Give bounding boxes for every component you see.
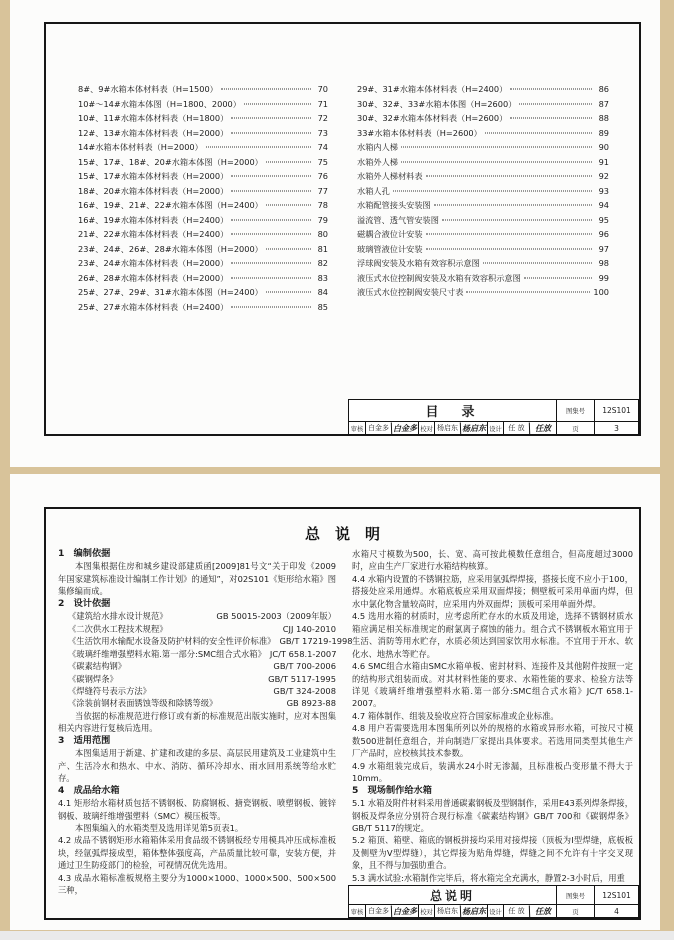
toc-entry-title: 磁耦合液位计安装 xyxy=(357,229,423,239)
toc-dot-leader xyxy=(231,263,311,264)
toc-list-right xyxy=(357,84,609,302)
toc-entry-page-number: 93 xyxy=(598,185,609,196)
paragraph: 当依据的标准规范进行修订或有新的标准规范出版实施时，应对本图集相关内容进行复核后选用。 xyxy=(58,710,336,734)
toc-entry-title: 玻璃管液位计安装 xyxy=(357,243,423,254)
toc-entry-title: 23#、24#、26#、28#水箱本体图（H=2000） xyxy=(78,243,263,254)
paragraph: 4.8 用户若需要选用本图集所列以外的规格的水箱或异形水箱，可按尺寸模数500进制任意组合，并向制造厂家提出具体要求。若选用同类型其他生产厂产品时，应校核其技术参数。 xyxy=(352,723,633,759)
toc-list-left xyxy=(78,84,328,316)
toc-dot-leader xyxy=(393,190,592,191)
toc-entry xyxy=(78,113,328,128)
toc-entry xyxy=(357,99,609,114)
toc-dot-leader xyxy=(426,234,592,235)
toc-entry-page-number: 92 xyxy=(598,171,609,181)
notes-title: 总 说 明 xyxy=(304,525,380,543)
toc-entry-page-number: 99 xyxy=(598,272,609,283)
section-heading: 5 现场制作给水箱 xyxy=(352,784,432,796)
toc-entry-page-number: 100 xyxy=(593,287,609,297)
toc-entry-title: 16#、19#水箱本体材料表（H=2400） xyxy=(78,214,229,225)
atlas-number-label: 图集号 xyxy=(556,400,594,421)
toc-dot-leader xyxy=(426,176,592,177)
toc-entry-page-number: 72 xyxy=(317,113,328,123)
atlas-number-value: 12S101 xyxy=(594,886,638,904)
toc-entry xyxy=(357,128,609,143)
toc-entry-page-number: 78 xyxy=(317,200,328,210)
toc-entry-page-number: 87 xyxy=(598,98,609,109)
standards-list xyxy=(58,610,353,710)
standard-row xyxy=(68,648,336,660)
standard-code: GB 50015-2003（2009年版） xyxy=(216,611,336,622)
toc-entry-title: 水箱人孔 xyxy=(357,185,390,196)
toc-entry-title: 10#、11#水箱本体材料表（H=1800） xyxy=(78,113,229,123)
proofreader-signature: 杨启东 xyxy=(460,905,487,918)
paragraph: 4.3 成品水箱标准板规格主要分为1000×1000、1000×500、500×500三种， xyxy=(58,872,336,896)
toc-dot-leader xyxy=(266,205,311,206)
section-heading: 4 成品给水箱 xyxy=(58,784,120,796)
standard-row xyxy=(68,685,336,697)
toc-entry-page-number: 85 xyxy=(317,301,328,312)
toc-entry-title: 液压式水位控制阀安装尺寸表 xyxy=(357,287,464,297)
toc-entry xyxy=(78,244,328,259)
general-notes-page xyxy=(10,474,660,930)
standard-name: 《碳素结构钢》 xyxy=(68,661,127,672)
toc-dot-leader xyxy=(231,219,311,220)
toc-entry-page-number: 75 xyxy=(317,156,328,167)
toc-entry xyxy=(78,171,328,186)
toc-dot-leader xyxy=(266,292,311,293)
designer-signature: 任放 xyxy=(529,905,556,918)
page-number-label: 页 xyxy=(556,905,594,917)
toc-page xyxy=(10,0,660,467)
paragraph: 4.6 SMC组合水箱由SMC水箱单板、密封材料、连接件及其他附件按照一定的结构形式组装而成。对其材料性能的要求、水箱性能的要求、检验方法等详见《玻璃纤维增强塑料水箱.第一部分:SMC组合式水箱》JC/T 658.1-2007。 xyxy=(352,661,633,709)
toc-entry-page-number: 94 xyxy=(598,200,609,210)
toc-dot-leader xyxy=(231,190,311,191)
paragraph: 5.1 水箱及附件材料采用普通碳素钢板及型钢制作，采用E43系列焊条焊接，钢板及焊条应分别符合现行标准《碳素结构钢》GB/T 700和《碳钢焊条》GB/T 5117的规定。 xyxy=(352,798,633,833)
paragraph: 水箱尺寸模数为500，长、宽、高可按此模数任意组合，但高度超过3000时，应由生产厂家进行水箱结构核算。 xyxy=(352,549,633,572)
reviewer-name: 白金多 xyxy=(365,905,391,917)
toc-entry xyxy=(357,287,609,302)
notes-right-column xyxy=(352,548,633,884)
toc-entry xyxy=(357,200,609,215)
toc-entry xyxy=(357,186,609,201)
toc-entry-page-number: 74 xyxy=(317,142,328,152)
section-heading: 1 编制依据 xyxy=(58,548,111,559)
toc-entry xyxy=(357,215,609,230)
toc-entry xyxy=(78,99,328,114)
toc-dot-leader xyxy=(426,248,592,249)
toc-entry xyxy=(78,302,328,317)
toc-entry-page-number: 76 xyxy=(317,171,328,181)
toc-entry-page-number: 71 xyxy=(317,98,328,109)
title-block xyxy=(348,885,639,918)
proofreader-name: 杨启东 xyxy=(434,905,460,917)
toc-entry xyxy=(357,229,609,244)
standard-code: GB/T 324-2008 xyxy=(273,685,336,696)
toc-dot-leader xyxy=(401,161,592,162)
toc-entry xyxy=(357,113,609,128)
toc-entry-title: 23#、24#水箱本体材料表（H=2000） xyxy=(78,258,229,268)
page-number-value: 4 xyxy=(594,905,638,917)
paragraph: 本图集根据住房和城乡建设部建质函[2009]81号文“关于印发《2009年国家建筑标准设计编制工作计划》的通知”，对02S101《矩形给水箱》图集修编而成。 xyxy=(58,561,336,597)
standard-code: CJJ 140-2010 xyxy=(282,623,336,634)
toc-dot-leader xyxy=(221,89,311,90)
toc-entry xyxy=(357,157,609,172)
paragraph: 4.1 矩形给水箱材质包括不锈钢板、防腐钢板、搪瓷钢板、喷塑钢板、镀锌钢板、玻璃纤维增强塑料（SMC）模压板等。 xyxy=(58,798,336,821)
proofreader-signature: 杨启东 xyxy=(460,422,487,435)
toc-entry-title: 29#、31#水箱本体材料表（H=2400） xyxy=(357,84,508,94)
toc-entry xyxy=(357,273,609,288)
standard-name: 《焊缝符号表示方法》 xyxy=(68,685,151,696)
designer-name: 任 放 xyxy=(503,422,529,434)
title-block xyxy=(348,399,639,435)
toc-dot-leader xyxy=(266,161,311,162)
toc-entry-title: 溢流管、透气管安装图 xyxy=(357,214,439,225)
designer-name: 任 放 xyxy=(503,905,529,917)
toc-dot-leader xyxy=(401,147,592,148)
toc-dot-leader xyxy=(231,277,311,278)
toc-entry-page-number: 83 xyxy=(317,272,328,283)
toc-dot-leader xyxy=(483,263,592,264)
toc-entry-page-number: 89 xyxy=(598,127,609,138)
toc-entry-page-number: 77 xyxy=(317,185,328,196)
toc-entry-title: 30#、32#、33#水箱本体图（H=2600） xyxy=(357,98,517,109)
toc-entry-title: 25#、27#水箱本体材料表（H=2400） xyxy=(78,301,229,312)
toc-entry-title: 水箱配管接头安装图 xyxy=(357,200,431,210)
toc-dot-leader xyxy=(266,248,311,249)
toc-dot-leader xyxy=(231,132,311,133)
toc-entry-title: 水箱外人梯材料表 xyxy=(357,171,423,181)
toc-entry xyxy=(78,273,328,288)
toc-dot-leader xyxy=(244,103,311,104)
toc-dot-leader xyxy=(231,176,311,177)
toc-entry-title: 10#～14#水箱本体图（H=1800、2000） xyxy=(78,98,241,109)
toc-entry-title: 14#水箱本体材料表（H=2000） xyxy=(78,142,203,152)
toc-entry-title: 15#、17#、18#、20#水箱本体图（H=2000） xyxy=(78,156,263,167)
toc-entry xyxy=(78,84,328,99)
toc-entry-title: 浮球阀安装及水箱有效容积示意图 xyxy=(357,258,480,268)
toc-entry-title: 水箱外人梯 xyxy=(357,156,398,167)
standard-name: 《二次供水工程技术规程》 xyxy=(68,623,168,634)
toc-dot-leader xyxy=(442,219,592,220)
toc-dot-leader xyxy=(231,234,311,235)
toc-entry-page-number: 82 xyxy=(317,258,328,268)
proofreader-label: 校对 xyxy=(418,422,434,434)
toc-dot-leader xyxy=(231,306,311,307)
toc-entry-page-number: 96 xyxy=(598,229,609,239)
paragraph: 5.2 箱顶、箱壁、箱底的钢板拼接均采用对接焊接（顶板为I型焊缝，底板板及侧壁为V型焊缝），其它焊接为贴角焊缝，焊缝之间不允许有十字交叉现象，且不得与加强肋重合。 xyxy=(352,835,633,871)
paragraph: 4.5 选用水箱的材质时，应考虑所贮存水的水质及用途，选择不锈钢材质水箱应满足相关标准规定的耐氯离子腐蚀的能力。组合式不锈钢板水箱宜用于生活、消防等用水贮存，水质必须达到国家饮用水标准。不宜用于开水、软化水、地热水等贮存。 xyxy=(352,611,633,659)
toc-entry xyxy=(357,171,609,186)
toc-entry-title: 33#水箱本体材料表（H=2600） xyxy=(357,127,482,138)
toc-entry-title: 26#、28#水箱本体材料表（H=2000） xyxy=(78,272,229,283)
paragraph: 4.7 箱体制作、组装及验收应符合国家标准或企业标准。 xyxy=(352,710,559,721)
standard-name: 《涂装前钢材表面锈蚀等级和除锈等级》 xyxy=(68,698,218,709)
toc-dot-leader xyxy=(510,89,592,90)
notes-left-column xyxy=(58,548,353,897)
toc-entry xyxy=(78,215,328,230)
toc-entry-page-number: 98 xyxy=(598,258,609,268)
toc-dot-leader xyxy=(206,147,311,148)
paragraph: 4.4 水箱内设置的不锈钢拉筋，应采用氩弧焊焊接，搭接长度不应小于100，搭接处应采用通焊。水箱底板应采用双面焊接；侧壁板可采用单面内焊，但水中氯化物含量较高时，应采用内外双面焊；顶板可采用单面外焊。 xyxy=(352,573,633,609)
reviewer-signature: 白金多 xyxy=(391,422,418,435)
toc-entry xyxy=(78,200,328,215)
toc-entry xyxy=(357,244,609,259)
toc-entry xyxy=(357,258,609,273)
standard-code: GB/T 700-2006 xyxy=(273,661,336,672)
toc-entry xyxy=(357,84,609,99)
toc-entry-title: 18#、20#水箱本体材料表（H=2000） xyxy=(78,185,229,196)
standard-row xyxy=(68,623,336,635)
designer-label: 设计 xyxy=(487,422,503,434)
reviewer-label: 审核 xyxy=(350,425,364,433)
toc-entry-page-number: 84 xyxy=(317,287,328,297)
toc-entry xyxy=(357,142,609,157)
toc-entry-page-number: 73 xyxy=(317,127,328,138)
paragraph: 5.3 满水试验:水箱制作完毕后，将水箱完全充满水，静置2-3小时后，用重 xyxy=(352,872,625,883)
toc-entry-page-number: 97 xyxy=(598,243,609,254)
section-heading: 2 设计依据 xyxy=(58,597,111,609)
reviewer-name: 白金多 xyxy=(365,422,391,434)
standard-name: 《生活饮用水输配水设备及防护材料的安全性评价标准》 xyxy=(68,636,276,647)
standard-name: 《碳钢焊条》 xyxy=(68,673,118,684)
sheet-title: 总说明 xyxy=(429,888,475,903)
toc-entry-page-number: 88 xyxy=(598,113,609,123)
atlas-number-value: 12S101 xyxy=(594,400,638,421)
toc-entry-page-number: 81 xyxy=(317,243,328,254)
toc-entry xyxy=(78,229,328,244)
toc-entry xyxy=(78,186,328,201)
toc-entry-page-number: 70 xyxy=(317,84,328,94)
paragraph: 4.9 水箱组装完成后，装满水24小时无渗漏，且标准板凸变形量不得大于10mm。 xyxy=(352,760,633,784)
standard-row xyxy=(68,660,336,672)
standard-row xyxy=(68,673,336,685)
toc-dot-leader xyxy=(524,277,592,278)
standard-code: JC/T 658.1-2007 xyxy=(269,648,337,659)
standard-code: GB 8923-88 xyxy=(286,698,336,709)
viewer-bottom-strip xyxy=(0,931,674,940)
section-heading: 3 适用范围 xyxy=(58,734,111,746)
paragraph: 本图集适用于新建、扩建和改建的多层、高层民用建筑及工业建筑中生产、生活冷水和热水、中水、消防、循环冷却水、雨水回用系统等给水贮存。 xyxy=(58,748,336,784)
toc-entry-page-number: 80 xyxy=(317,229,328,239)
toc-entry xyxy=(78,157,328,172)
toc-entry-page-number: 91 xyxy=(598,156,609,167)
toc-entry-title: 16#、19#、21#、22#水箱本体图（H=2400） xyxy=(78,200,263,210)
standard-row xyxy=(68,697,336,709)
standard-row xyxy=(68,610,336,622)
toc-entry-page-number: 86 xyxy=(598,84,609,94)
page-number-label: 页 xyxy=(556,422,594,434)
designer-signature: 任放 xyxy=(529,422,556,435)
toc-entry-title: 水箱内人梯 xyxy=(357,142,398,152)
toc-entry xyxy=(78,287,328,302)
proofreader-label: 校对 xyxy=(418,905,434,917)
page-number-value: 3 xyxy=(594,422,638,434)
reviewer-signature: 白金多 xyxy=(391,905,418,918)
standard-name: 《建筑给水排水设计规范》 xyxy=(68,611,168,622)
reviewer-label: 审核 xyxy=(350,908,364,916)
proofreader-name: 杨启东 xyxy=(434,422,460,434)
toc-dot-leader xyxy=(485,132,592,133)
toc-entry-title: 30#、32#水箱本体材料表（H=2600） xyxy=(357,113,508,123)
toc-entry-page-number: 95 xyxy=(598,214,609,225)
toc-entry xyxy=(78,128,328,143)
toc-entry xyxy=(78,258,328,273)
toc-entry-page-number: 90 xyxy=(598,142,609,152)
toc-entry-title: 25#、27#、29#、31#水箱本体图（H=2400） xyxy=(78,287,263,297)
toc-dot-leader xyxy=(434,205,592,206)
toc-dot-leader xyxy=(519,103,592,104)
atlas-number-label: 图集号 xyxy=(556,886,594,904)
toc-entry-title: 8#、9#水箱本体材料表（H=1500） xyxy=(78,84,218,94)
toc-dot-leader xyxy=(510,118,592,119)
sheet-title: 目 录 xyxy=(425,405,480,420)
toc-entry-title: 液压式水位控制阀安装及水箱有效容积示意图 xyxy=(357,272,521,283)
standard-code: GB/T 5117-1995 xyxy=(268,673,336,684)
toc-entry xyxy=(78,142,328,157)
toc-dot-leader xyxy=(466,292,590,293)
paragraph: 4.2 成品不锈钢矩形水箱箱体采用食品级不锈钢板经专用模具冲压成标准板块，经氩弧焊接成型，箱体整体强度高，产品质量比较可靠，安装方便，并通过卫生防疫部门的检验，可视情况优先选用。 xyxy=(58,835,336,871)
toc-entry-page-number: 79 xyxy=(317,214,328,225)
toc-entry-title: 12#、13#水箱本体材料表（H=2000） xyxy=(78,127,229,138)
designer-label: 设计 xyxy=(487,905,503,917)
toc-entry-title: 15#、17#水箱本体材料表（H=2000） xyxy=(78,171,229,181)
paragraph: 本图集编入的水箱类型及选用详见第5页表1。 xyxy=(75,822,244,833)
standard-name: 《玻璃纤维增强塑料水箱.第一部分:SMC组合式水箱》 xyxy=(68,648,266,659)
standard-row xyxy=(68,635,353,647)
standard-code: GB/T 17219-1998 xyxy=(279,636,353,647)
toc-dot-leader xyxy=(231,118,311,119)
toc-entry-title: 21#、22#水箱本体材料表（H=2400） xyxy=(78,229,229,239)
